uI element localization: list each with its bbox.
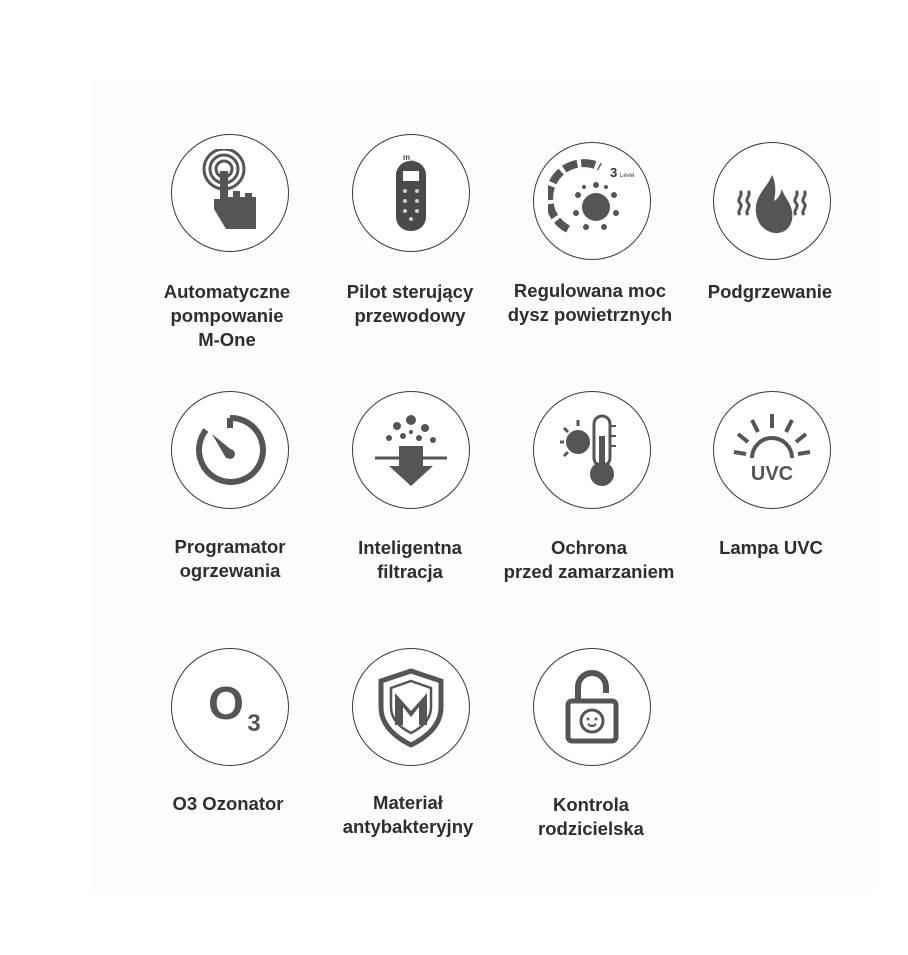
thermometer-sun-icon (548, 406, 636, 494)
feature-label-timer: Programator ogrzewania (174, 536, 286, 581)
feature-circle-timer (171, 391, 289, 509)
uvc-lamp-icon (728, 406, 816, 494)
svg-text:3: 3 (610, 165, 618, 180)
remote-control-icon (367, 149, 455, 237)
feature-circle-ozone (171, 648, 289, 766)
feature-circle-auto-pump (171, 134, 289, 252)
feature-label-auto-pump: Automatyczne pompowanie M-One (163, 281, 291, 350)
air-jets-icon (548, 157, 636, 245)
feature-label-antibacterial: Materiał antybakteryjny (342, 792, 474, 837)
feature-circle-parental (533, 648, 651, 766)
filtration-icon (367, 406, 455, 494)
feature-circle-air-jets (533, 142, 651, 260)
svg-text:m_: m_ (403, 153, 415, 162)
heating-flame-icon (728, 157, 816, 245)
antibacterial-shield-icon (367, 663, 455, 751)
feature-circle-heating (713, 142, 831, 260)
feature-label-parental: Kontrola rodzicielska (538, 794, 644, 839)
feature-label-filtration: Inteligentna filtracja (358, 537, 462, 582)
svg-text:UVC: UVC (750, 463, 794, 485)
timer-icon (186, 406, 274, 494)
svg-text:O: O (208, 677, 244, 729)
feature-circle-antibacterial (352, 648, 470, 766)
hand-touch-icon (186, 149, 274, 237)
feature-label-air-jets: Regulowana moc dysz powietrznych (507, 280, 673, 325)
ozone-icon (186, 663, 274, 751)
feature-label-heating: Podgrzewanie (707, 281, 833, 302)
feature-circle-uvc (713, 391, 831, 509)
feature-label-frost: Ochrona przed zamarzaniem (503, 537, 675, 582)
parental-lock-icon (548, 663, 636, 751)
feature-label-ozone: O3 Ozonator (172, 793, 284, 814)
feature-label-uvc: Lampa UVC (719, 537, 823, 558)
feature-label-remote: Pilot sterujący przewodowy (346, 281, 474, 326)
svg-text:Level: Level (620, 173, 635, 179)
svg-text:3: 3 (247, 710, 261, 737)
feature-circle-frost (533, 391, 651, 509)
feature-circle-remote (352, 134, 470, 252)
feature-circle-filtration (352, 391, 470, 509)
